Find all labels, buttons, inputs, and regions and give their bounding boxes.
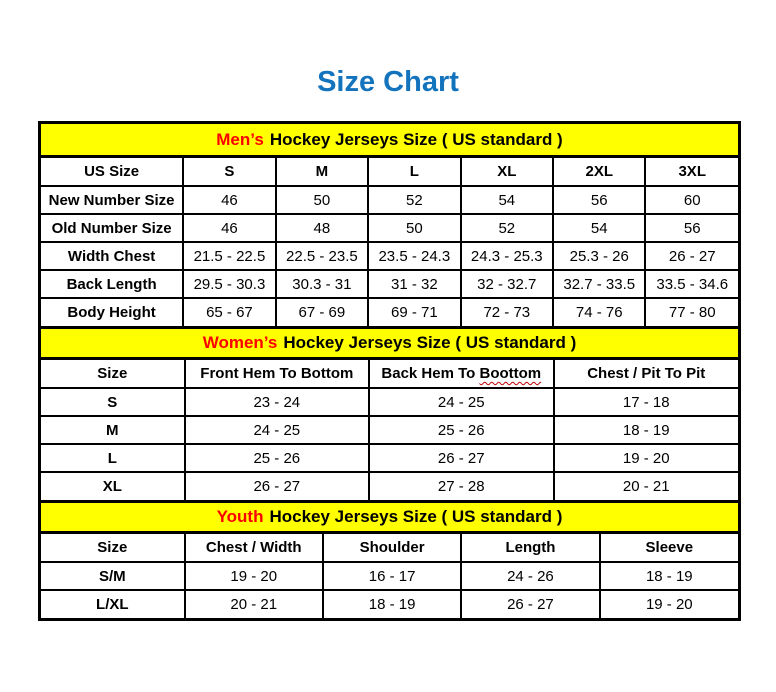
womens-header-row xyxy=(41,360,738,388)
table-cell: 60 xyxy=(645,186,738,214)
column-header: Front Hem To Bottom xyxy=(185,360,369,388)
womens-size-table xyxy=(41,360,738,500)
table-cell: 46 xyxy=(183,186,275,214)
table-cell: 31 - 32 xyxy=(368,270,460,298)
column-header: XL xyxy=(461,158,553,186)
row-label: Old Number Size xyxy=(41,214,183,242)
youth-header-row xyxy=(41,534,738,562)
banner-youth-highlight: Youth xyxy=(216,507,264,526)
column-header: 2XL xyxy=(553,158,645,186)
table-cell: 50 xyxy=(368,214,460,242)
banner-mens xyxy=(41,124,738,158)
table-cell: 33.5 - 34.6 xyxy=(645,270,738,298)
table-cell: 19 - 20 xyxy=(554,444,738,472)
table-cell: 50 xyxy=(276,186,368,214)
column-header: S xyxy=(183,158,275,186)
size-chart-tables xyxy=(38,121,741,621)
row-label: L xyxy=(41,444,185,472)
table-cell: 20 - 21 xyxy=(554,472,738,500)
column-header: Length xyxy=(461,534,599,562)
table-cell: 18 - 19 xyxy=(323,590,461,618)
table-cell: 74 - 76 xyxy=(553,298,645,326)
table-cell: 25 - 26 xyxy=(185,444,369,472)
header-misspelled-word: Boottom xyxy=(479,365,542,382)
row-label: S xyxy=(41,388,185,416)
table-cell: 19 - 20 xyxy=(600,590,738,618)
table-cell: 65 - 67 xyxy=(183,298,275,326)
table-row xyxy=(41,444,738,472)
banner-womens-highlight: Women’s xyxy=(202,333,278,352)
banner-youth-text: Hockey Jerseys Size ( US standard ) xyxy=(269,507,563,526)
table-cell: 23 - 24 xyxy=(185,388,369,416)
table-cell: 54 xyxy=(461,186,553,214)
table-cell: 32 - 32.7 xyxy=(461,270,553,298)
column-header-misspelled xyxy=(369,360,553,388)
section-youth xyxy=(41,500,738,618)
column-header: Chest / Pit To Pit xyxy=(554,360,738,388)
banner-mens-text: Hockey Jerseys Size ( US standard ) xyxy=(269,129,563,149)
table-cell: 52 xyxy=(368,186,460,214)
table-cell: 26 - 27 xyxy=(461,590,599,618)
table-cell: 48 xyxy=(276,214,368,242)
section-womens xyxy=(41,326,738,500)
table-row xyxy=(41,186,738,214)
mens-size-table xyxy=(41,158,738,326)
table-row xyxy=(41,388,738,416)
table-row xyxy=(41,270,738,298)
table-cell: 24 - 25 xyxy=(185,416,369,444)
table-row xyxy=(41,298,738,326)
table-cell: 17 - 18 xyxy=(554,388,738,416)
row-label: Back Length xyxy=(41,270,183,298)
row-label: L/XL xyxy=(41,590,185,618)
table-cell: 26 - 27 xyxy=(185,472,369,500)
row-label: XL xyxy=(41,472,185,500)
table-cell: 56 xyxy=(645,214,738,242)
table-cell: 24.3 - 25.3 xyxy=(461,242,553,270)
table-cell: 24 - 25 xyxy=(369,388,553,416)
column-header: US Size xyxy=(41,158,183,186)
table-cell: 77 - 80 xyxy=(645,298,738,326)
table-cell: 26 - 27 xyxy=(369,444,553,472)
column-header: Sleeve xyxy=(600,534,738,562)
table-cell: 23.5 - 24.3 xyxy=(368,242,460,270)
table-cell: 56 xyxy=(553,186,645,214)
banner-youth xyxy=(41,500,738,534)
table-row xyxy=(41,416,738,444)
table-cell: 19 - 20 xyxy=(185,562,323,590)
table-cell: 29.5 - 30.3 xyxy=(183,270,275,298)
column-header: Size xyxy=(41,534,185,562)
table-cell: 72 - 73 xyxy=(461,298,553,326)
table-cell: 22.5 - 23.5 xyxy=(276,242,368,270)
table-cell: 25.3 - 26 xyxy=(553,242,645,270)
table-cell: 52 xyxy=(461,214,553,242)
table-row xyxy=(41,472,738,500)
column-header: Shoulder xyxy=(323,534,461,562)
column-header: Size xyxy=(41,360,185,388)
mens-header-row xyxy=(41,158,738,186)
column-header: Chest / Width xyxy=(185,534,323,562)
column-header: 3XL xyxy=(645,158,738,186)
banner-womens-text: Hockey Jerseys Size ( US standard ) xyxy=(283,333,577,352)
page-title: Size Chart xyxy=(317,66,459,98)
table-cell: 54 xyxy=(553,214,645,242)
table-cell: 27 - 28 xyxy=(369,472,553,500)
youth-size-table xyxy=(41,534,738,618)
table-cell: 67 - 69 xyxy=(276,298,368,326)
table-row xyxy=(41,242,738,270)
row-label: M xyxy=(41,416,185,444)
row-label: New Number Size xyxy=(41,186,183,214)
table-cell: 16 - 17 xyxy=(323,562,461,590)
table-cell: 25 - 26 xyxy=(369,416,553,444)
banner-mens-highlight: Men’s xyxy=(216,129,264,149)
column-header: L xyxy=(368,158,460,186)
table-cell: 24 - 26 xyxy=(461,562,599,590)
section-mens xyxy=(41,124,738,326)
table-cell: 21.5 - 22.5 xyxy=(183,242,275,270)
table-cell: 69 - 71 xyxy=(368,298,460,326)
table-cell: 20 - 21 xyxy=(185,590,323,618)
row-label: Width Chest xyxy=(41,242,183,270)
table-row xyxy=(41,214,738,242)
table-row xyxy=(41,590,738,618)
header-prefix: Back Hem To xyxy=(381,365,476,382)
table-cell: 46 xyxy=(183,214,275,242)
table-cell: 30.3 - 31 xyxy=(276,270,368,298)
banner-womens xyxy=(41,326,738,360)
row-label: Body Height xyxy=(41,298,183,326)
table-cell: 26 - 27 xyxy=(645,242,738,270)
table-row xyxy=(41,562,738,590)
table-cell: 18 - 19 xyxy=(600,562,738,590)
table-cell: 32.7 - 33.5 xyxy=(553,270,645,298)
column-header: M xyxy=(276,158,368,186)
table-cell: 18 - 19 xyxy=(554,416,738,444)
row-label: S/M xyxy=(41,562,185,590)
